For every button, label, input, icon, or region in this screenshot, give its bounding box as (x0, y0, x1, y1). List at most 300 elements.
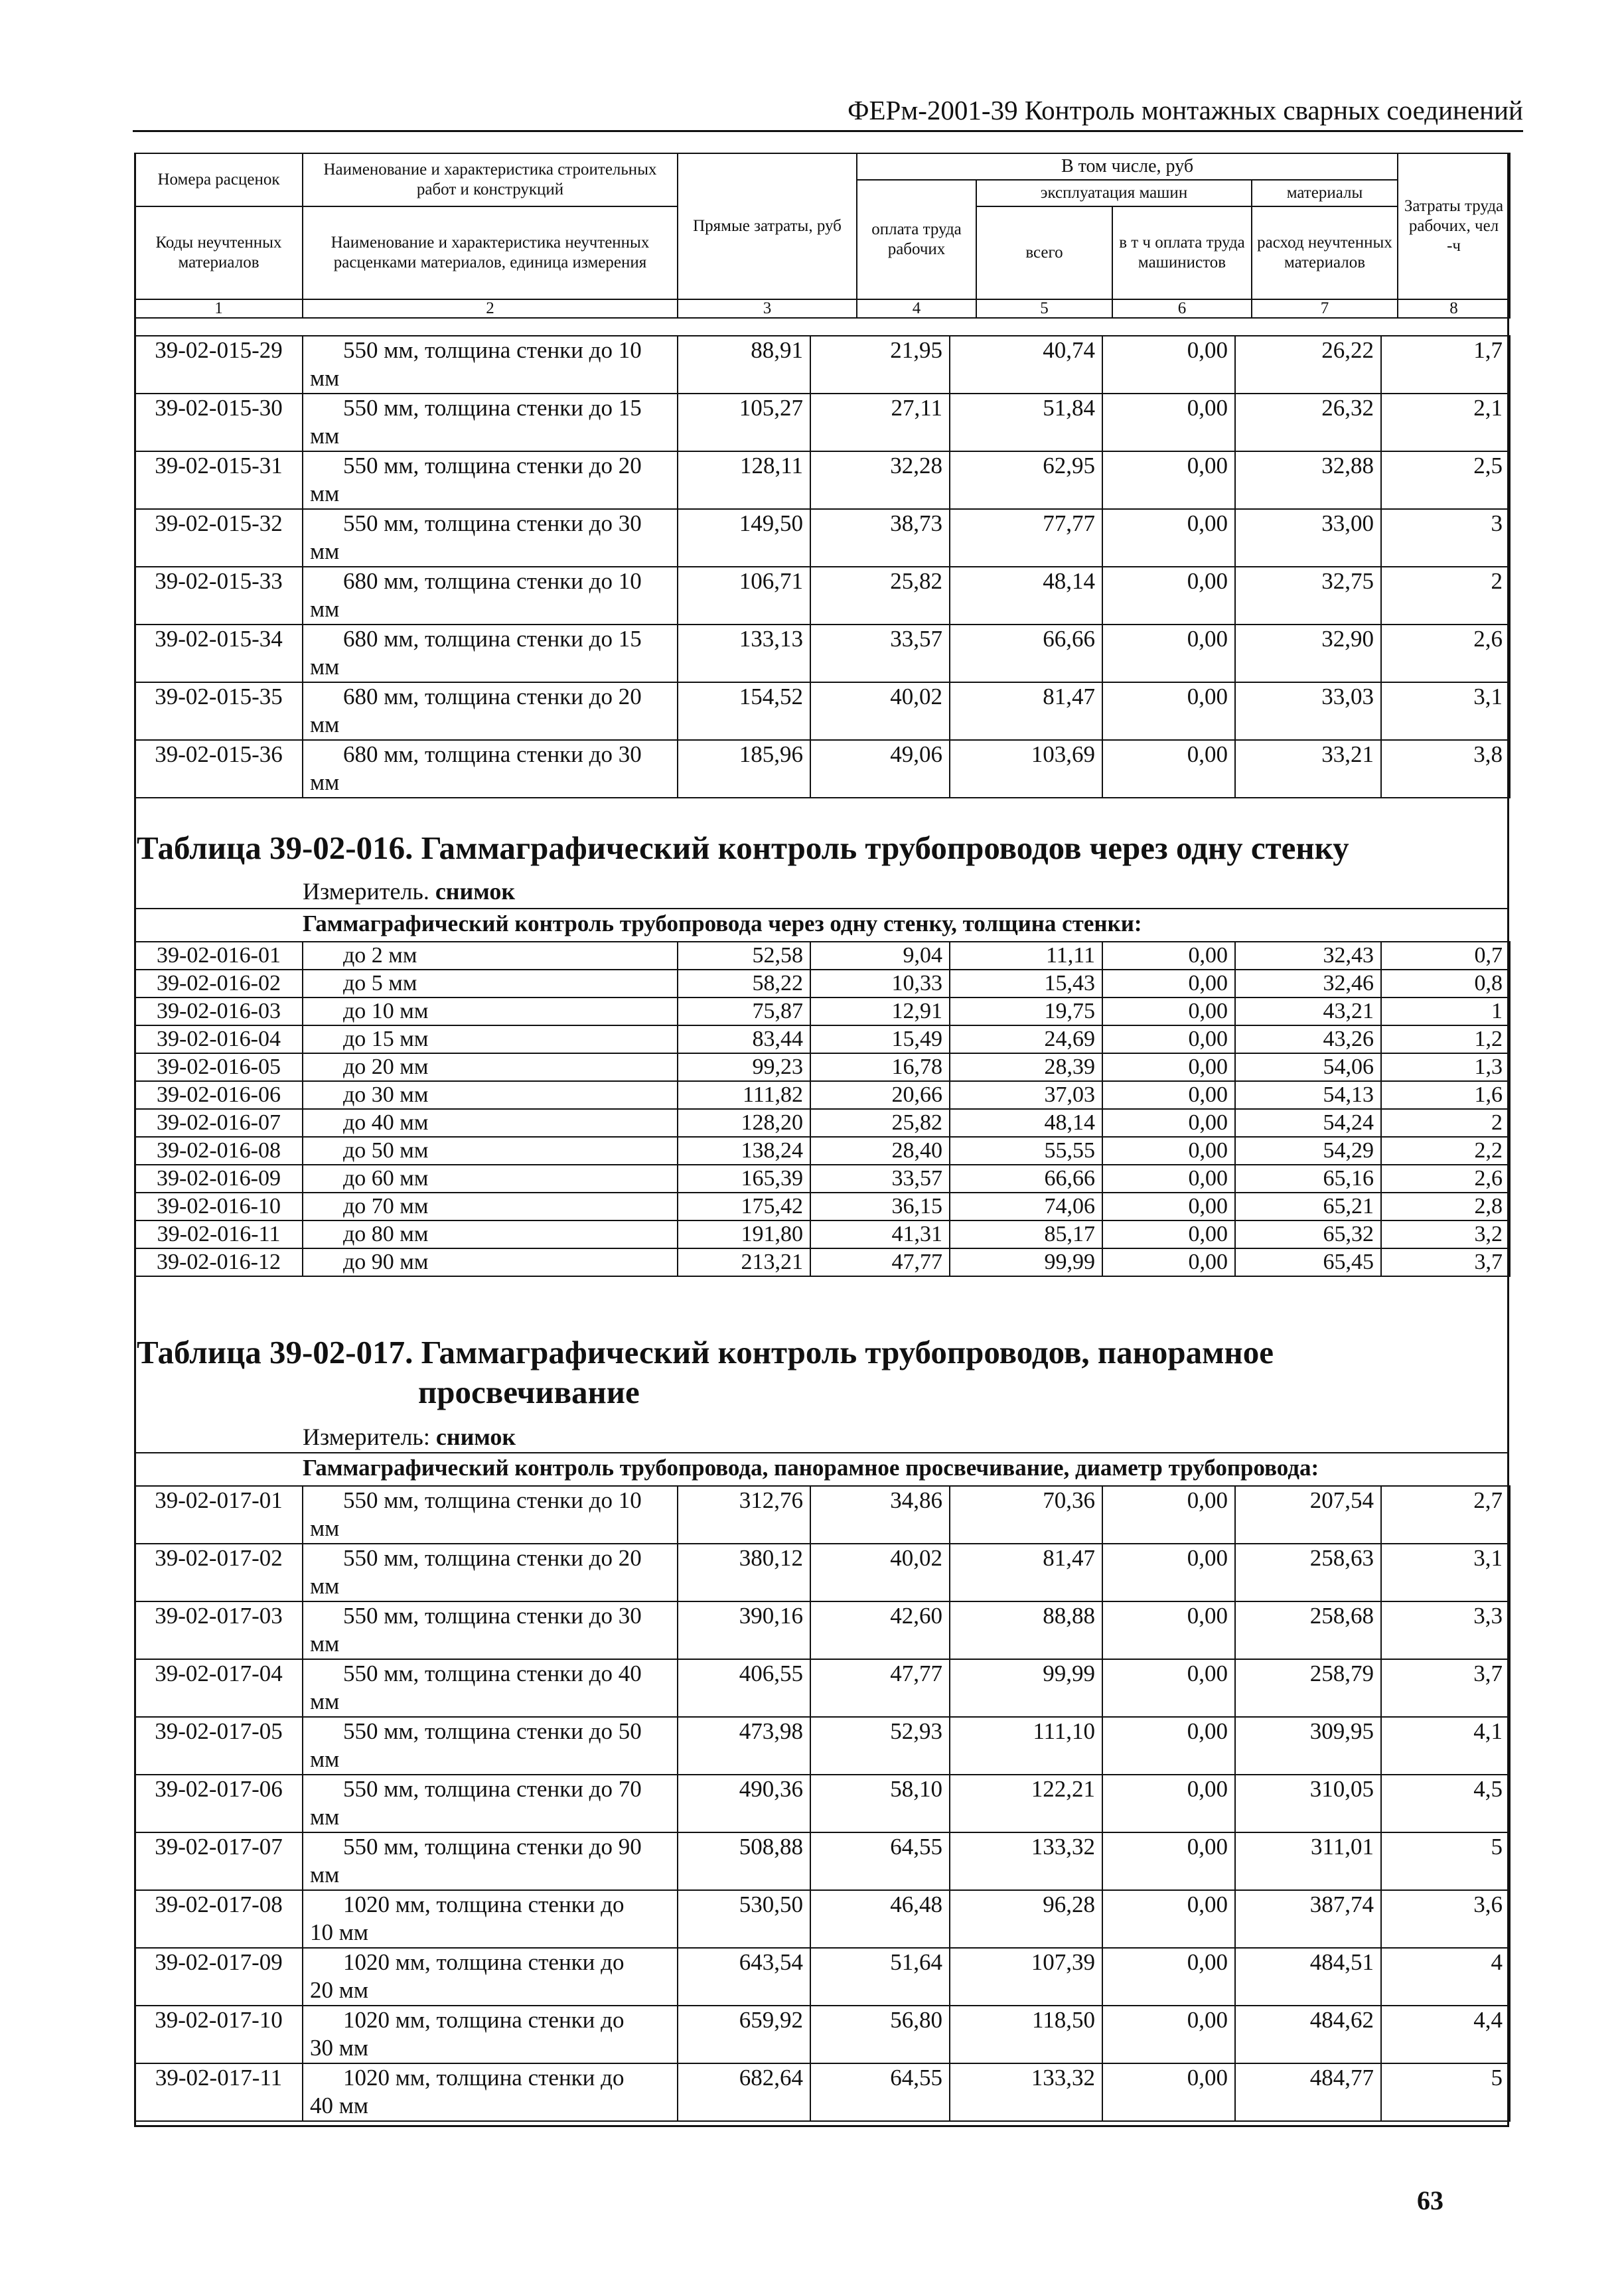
cost-machines: 96,28 (950, 1890, 1102, 1948)
cost-hours: 2,7 (1381, 1486, 1510, 1544)
cost-labor: 15,49 (810, 1025, 950, 1053)
work-name (303, 1220, 678, 1248)
rate-code: 39-02-017-06 (135, 1775, 303, 1832)
cost-labor: 16,78 (810, 1053, 950, 1081)
cost-machines: 66,66 (950, 1165, 1102, 1193)
cost-materials: 26,22 (1235, 336, 1381, 394)
table-row (135, 1890, 1510, 1948)
cost-direct: 659,92 (678, 2006, 810, 2063)
meter-value: снимок (435, 1424, 516, 1450)
table-16-meter (303, 877, 515, 905)
work-name (303, 1109, 678, 1137)
cost-operators: 0,00 (1102, 682, 1235, 740)
cost-direct: 490,36 (678, 1775, 810, 1832)
header-machines-total: всего (976, 206, 1112, 299)
cost-operators: 0,00 (1102, 1220, 1235, 1248)
table-row (135, 1717, 1510, 1775)
work-name-text: до 60 мм (343, 1166, 429, 1191)
work-name-line2: 20 мм (310, 1977, 369, 2003)
work-name-line2: 10 мм (310, 1919, 369, 1945)
work-name-line1: 550 мм, толщина стенки до 40 (343, 1661, 642, 1686)
work-name (303, 1601, 678, 1659)
cost-machines: 24,69 (950, 1025, 1102, 1053)
cost-materials: 310,05 (1235, 1775, 1381, 1832)
header-number: 7 (1252, 299, 1398, 318)
cost-operators: 0,00 (1102, 509, 1235, 567)
cost-hours: 4,1 (1381, 1717, 1510, 1775)
header-number: 4 (857, 299, 976, 318)
table-17-title: Таблица 39-02-017. Гаммаграфический контроль трубопроводов, панорамное (137, 1334, 1274, 1370)
cost-operators: 0,00 (1102, 740, 1235, 798)
work-name-line1: 680 мм, толщина стенки до 10 (343, 568, 642, 594)
cost-machines: 28,39 (950, 1053, 1102, 1081)
header-material-usage: расход неучтенных материалов (1252, 206, 1398, 299)
work-name (303, 970, 678, 998)
work-name-line2: мм (310, 596, 340, 622)
cost-machines: 81,47 (950, 1544, 1102, 1601)
rate-code: 39-02-015-32 (135, 509, 303, 567)
header-material-codes: Коды неучтенных материалов (135, 206, 303, 299)
table-row (135, 1486, 1510, 1544)
cost-labor: 36,15 (810, 1193, 950, 1220)
cost-materials: 311,01 (1235, 1832, 1381, 1890)
work-name-text: до 40 мм (343, 1110, 429, 1135)
work-name-line1: 1020 мм, толщина стенки до (343, 1891, 625, 1917)
work-name-line2: 40 мм (310, 2093, 369, 2118)
work-name (303, 1193, 678, 1220)
cost-materials: 65,45 (1235, 1248, 1381, 1276)
cost-direct: 175,42 (678, 1193, 810, 1220)
table-row (135, 1137, 1510, 1165)
cost-operators: 0,00 (1102, 1137, 1235, 1165)
cost-operators: 0,00 (1102, 1832, 1235, 1890)
table-row (135, 394, 1510, 451)
cost-labor: 9,04 (810, 942, 950, 970)
work-name-line1: 550 мм, толщина стенки до 30 (343, 1603, 642, 1629)
work-name-text: до 15 мм (343, 1027, 429, 1051)
cost-direct: 406,55 (678, 1659, 810, 1717)
cost-operators: 0,00 (1102, 970, 1235, 998)
cost-labor: 27,11 (810, 394, 950, 451)
cost-direct: 390,16 (678, 1601, 810, 1659)
cost-hours: 3,8 (1381, 740, 1510, 798)
work-name (303, 394, 678, 451)
rate-code: 39-02-016-09 (135, 1165, 303, 1193)
cost-materials: 43,21 (1235, 998, 1381, 1025)
cost-direct: 75,87 (678, 998, 810, 1025)
table-row (135, 1544, 1510, 1601)
table-row (135, 1832, 1510, 1890)
work-name-text: до 30 мм (343, 1082, 429, 1107)
cost-labor: 20,66 (810, 1081, 950, 1109)
cost-direct: 530,50 (678, 1890, 810, 1948)
cost-hours: 3,6 (1381, 1890, 1510, 1948)
cost-direct: 128,11 (678, 451, 810, 509)
cost-direct: 165,39 (678, 1165, 810, 1193)
work-name (303, 1137, 678, 1165)
work-name (303, 2006, 678, 2063)
cost-operators: 0,00 (1102, 1486, 1235, 1544)
cost-labor: 40,02 (810, 682, 950, 740)
cost-materials: 65,21 (1235, 1193, 1381, 1220)
work-name-text: до 80 мм (343, 1222, 429, 1246)
rate-code: 39-02-015-33 (135, 567, 303, 625)
cost-materials: 258,68 (1235, 1601, 1381, 1659)
table-row (135, 1081, 1510, 1109)
cost-operators: 0,00 (1102, 1775, 1235, 1832)
header-rule (133, 130, 1523, 132)
cost-labor: 10,33 (810, 970, 950, 998)
cost-direct: 58,22 (678, 970, 810, 998)
cost-machines: 133,32 (950, 1832, 1102, 1890)
cost-materials: 54,24 (1235, 1109, 1381, 1137)
cost-hours: 3,1 (1381, 682, 1510, 740)
work-name-line1: 680 мм, толщина стенки до 30 (343, 741, 642, 767)
cost-materials: 26,32 (1235, 394, 1381, 451)
work-name-line2: мм (310, 1746, 340, 1772)
cost-direct: 88,91 (678, 336, 810, 394)
work-name (303, 1053, 678, 1081)
cost-labor: 33,57 (810, 1165, 950, 1193)
work-name (303, 1775, 678, 1832)
cost-materials: 54,06 (1235, 1053, 1381, 1081)
cost-machines: 48,14 (950, 567, 1102, 625)
work-name (303, 625, 678, 682)
work-name-line2: мм (310, 1573, 340, 1599)
rule (134, 1452, 1509, 1453)
work-name-line2: мм (310, 711, 340, 737)
table-row (135, 1601, 1510, 1659)
rate-code: 39-02-017-07 (135, 1832, 303, 1890)
header-number: 1 (135, 299, 303, 318)
header-work-name: Наименование и характеристика строительных работ и конструкций (303, 153, 678, 206)
work-name (303, 2063, 678, 2121)
cost-direct: 643,54 (678, 1948, 810, 2006)
meter-label: Измеритель: (303, 1424, 430, 1450)
rate-code: 39-02-016-05 (135, 1053, 303, 1081)
cost-labor: 38,73 (810, 509, 950, 567)
work-name-line2: мм (310, 423, 340, 449)
cost-hours: 1 (1381, 998, 1510, 1025)
cost-hours: 4 (1381, 1948, 1510, 2006)
rate-code: 39-02-017-03 (135, 1601, 303, 1659)
cost-machines: 103,69 (950, 740, 1102, 798)
cost-materials: 309,95 (1235, 1717, 1381, 1775)
table-row (135, 740, 1510, 798)
cost-machines: 55,55 (950, 1137, 1102, 1165)
cost-operators: 0,00 (1102, 625, 1235, 682)
cost-machines: 37,03 (950, 1081, 1102, 1109)
work-name-text: до 5 мм (343, 971, 417, 996)
table-row (135, 2063, 1510, 2121)
rate-code: 39-02-017-01 (135, 1486, 303, 1544)
table-row (135, 451, 1510, 509)
rate-code: 39-02-016-08 (135, 1137, 303, 1165)
work-name-line1: 550 мм, толщина стенки до 10 (343, 337, 642, 363)
work-name-line2: мм (310, 1862, 340, 1887)
meter-value: снимок (435, 878, 516, 905)
cost-machines: 77,77 (950, 509, 1102, 567)
cost-labor: 58,10 (810, 1775, 950, 1832)
work-name-line1: 550 мм, толщина стенки до 70 (343, 1776, 642, 1802)
cost-labor: 40,02 (810, 1544, 950, 1601)
cost-machines: 15,43 (950, 970, 1102, 998)
rate-code: 39-02-016-06 (135, 1081, 303, 1109)
cost-operators: 0,00 (1102, 1890, 1235, 1948)
cost-hours: 3,7 (1381, 1659, 1510, 1717)
rate-code: 39-02-016-04 (135, 1025, 303, 1053)
cost-operators: 0,00 (1102, 567, 1235, 625)
cost-direct: 154,52 (678, 682, 810, 740)
table-15-continuation (134, 335, 1511, 798)
cost-materials: 258,79 (1235, 1659, 1381, 1717)
cost-materials: 32,43 (1235, 942, 1381, 970)
cost-direct: 105,27 (678, 394, 810, 451)
work-name (303, 509, 678, 567)
rate-code: 39-02-016-10 (135, 1193, 303, 1220)
work-name (303, 1081, 678, 1109)
table-row (135, 1775, 1510, 1832)
column-header (134, 153, 1511, 319)
cost-operators: 0,00 (1102, 1193, 1235, 1220)
table-row (135, 942, 1510, 970)
cost-machines: 51,84 (950, 394, 1102, 451)
table-row (135, 509, 1510, 567)
cost-hours: 2,6 (1381, 1165, 1510, 1193)
cost-labor: 34,86 (810, 1486, 950, 1544)
work-name (303, 1165, 678, 1193)
table-row (135, 1193, 1510, 1220)
table-row (135, 682, 1510, 740)
cost-labor: 42,60 (810, 1601, 950, 1659)
cost-hours: 2,2 (1381, 1137, 1510, 1165)
work-name-line2: мм (310, 1631, 340, 1657)
cost-operators: 0,00 (1102, 2063, 1235, 2121)
cost-operators: 0,00 (1102, 1601, 1235, 1659)
table-17-subheading: Гаммаграфический контроль трубопровода, панорамное просвечивание, диаметр трубопровода: (303, 1455, 1319, 1481)
cost-labor: 47,77 (810, 1659, 950, 1717)
work-name (303, 1717, 678, 1775)
cost-materials: 33,00 (1235, 509, 1381, 567)
work-name (303, 1890, 678, 1948)
header-materials-group: материалы (1252, 180, 1398, 206)
cost-hours: 5 (1381, 2063, 1510, 2121)
work-name-text: до 90 мм (343, 1250, 429, 1274)
table-row (135, 2006, 1510, 2063)
cost-machines: 133,32 (950, 2063, 1102, 2121)
header-number: 6 (1112, 299, 1252, 318)
table-17-title-continued: просвечивание (418, 1374, 640, 1410)
cost-labor: 49,06 (810, 740, 950, 798)
cost-materials: 32,75 (1235, 567, 1381, 625)
rate-code: 39-02-017-08 (135, 1890, 303, 1948)
header-including-group: В том числе, руб (857, 153, 1398, 180)
cost-labor: 12,91 (810, 998, 950, 1025)
rate-code: 39-02-016-07 (135, 1109, 303, 1137)
cost-machines: 99,99 (950, 1659, 1102, 1717)
cost-hours: 4,4 (1381, 2006, 1510, 2063)
cost-operators: 0,00 (1102, 1165, 1235, 1193)
work-name (303, 1948, 678, 2006)
cost-hours: 1,3 (1381, 1053, 1510, 1081)
rate-code: 39-02-015-31 (135, 451, 303, 509)
work-name-line1: 550 мм, толщина стенки до 15 (343, 395, 642, 421)
table-row (135, 1248, 1510, 1276)
work-name-line2: мм (310, 365, 340, 391)
cost-machines: 85,17 (950, 1220, 1102, 1248)
rule (134, 908, 1509, 909)
header-machines-group: эксплуатация машин (976, 180, 1252, 206)
work-name-text: до 2 мм (343, 943, 417, 968)
rate-code: 39-02-016-03 (135, 998, 303, 1025)
cost-operators: 0,00 (1102, 394, 1235, 451)
rate-code: 39-02-016-02 (135, 970, 303, 998)
cost-materials: 32,90 (1235, 625, 1381, 682)
table-row (135, 336, 1510, 394)
work-name-line2: мм (310, 654, 340, 680)
cost-hours: 3,2 (1381, 1220, 1510, 1248)
cost-hours: 5 (1381, 1832, 1510, 1890)
work-name-line1: 680 мм, толщина стенки до 15 (343, 626, 642, 652)
cost-direct: 133,13 (678, 625, 810, 682)
rate-code: 39-02-015-34 (135, 625, 303, 682)
table-row (135, 1659, 1510, 1717)
cost-materials: 258,63 (1235, 1544, 1381, 1601)
cost-operators: 0,00 (1102, 1544, 1235, 1601)
cost-operators: 0,00 (1102, 998, 1235, 1025)
work-name-line1: 550 мм, толщина стенки до 10 (343, 1487, 642, 1513)
work-name (303, 1544, 678, 1601)
cost-materials: 54,13 (1235, 1081, 1381, 1109)
cost-operators: 0,00 (1102, 1109, 1235, 1137)
header-material-name: Наименование и характеристика неучтенных расценками материалов, единица измерения (303, 206, 678, 299)
work-name-text: до 20 мм (343, 1055, 429, 1079)
work-name-line1: 1020 мм, толщина стенки до (343, 2007, 625, 2033)
cost-machines: 122,21 (950, 1775, 1102, 1832)
header-number: 5 (976, 299, 1112, 318)
table-row (135, 970, 1510, 998)
cost-direct: 149,50 (678, 509, 810, 567)
cost-direct: 128,20 (678, 1109, 810, 1137)
cost-labor: 28,40 (810, 1137, 950, 1165)
cost-hours: 3,3 (1381, 1601, 1510, 1659)
header-operators-pay: в т ч оплата труда машинистов (1112, 206, 1252, 299)
cost-hours: 2 (1381, 567, 1510, 625)
cost-direct: 682,64 (678, 2063, 810, 2121)
header-number: 2 (303, 299, 678, 318)
rate-code: 39-02-016-11 (135, 1220, 303, 1248)
cost-operators: 0,00 (1102, 1025, 1235, 1053)
work-name-line2: 30 мм (310, 2035, 369, 2061)
table-17-meter (303, 1423, 516, 1451)
header-number: 3 (678, 299, 857, 318)
rate-code: 39-02-016-01 (135, 942, 303, 970)
rate-code: 39-02-017-04 (135, 1659, 303, 1717)
cost-materials: 207,54 (1235, 1486, 1381, 1544)
rate-code: 39-02-016-12 (135, 1248, 303, 1276)
header-labor-hours: Затраты труда рабочих, чел -ч (1398, 153, 1510, 299)
work-name-line1: 1020 мм, толщина стенки до (343, 1949, 625, 1975)
work-name (303, 1025, 678, 1053)
work-name-line1: 550 мм, толщина стенки до 20 (343, 453, 642, 479)
cost-machines: 99,99 (950, 1248, 1102, 1276)
cost-operators: 0,00 (1102, 942, 1235, 970)
cost-direct: 312,76 (678, 1486, 810, 1544)
work-name-line1: 680 мм, толщина стенки до 20 (343, 684, 642, 709)
work-name-line1: 550 мм, толщина стенки до 90 (343, 1834, 642, 1860)
cost-machines: 19,75 (950, 998, 1102, 1025)
cost-materials: 33,21 (1235, 740, 1381, 798)
table-row (135, 1220, 1510, 1248)
cost-direct: 185,96 (678, 740, 810, 798)
header-number: 8 (1398, 299, 1510, 318)
cost-hours: 3,1 (1381, 1544, 1510, 1601)
table-row (135, 1165, 1510, 1193)
cost-labor: 32,28 (810, 451, 950, 509)
cost-operators: 0,00 (1102, 1081, 1235, 1109)
cost-operators: 0,00 (1102, 1659, 1235, 1717)
cost-labor: 33,57 (810, 625, 950, 682)
cost-labor: 46,48 (810, 1890, 950, 1948)
work-name-line1: 550 мм, толщина стенки до 50 (343, 1718, 642, 1744)
work-name (303, 942, 678, 970)
cost-hours: 1,7 (1381, 336, 1510, 394)
work-name-line2: мм (310, 1515, 340, 1541)
cost-hours: 2,1 (1381, 394, 1510, 451)
rate-code: 39-02-015-30 (135, 394, 303, 451)
cost-materials: 484,51 (1235, 1948, 1381, 2006)
cost-direct: 508,88 (678, 1832, 810, 1890)
cost-materials: 484,77 (1235, 2063, 1381, 2121)
cost-labor: 41,31 (810, 1220, 950, 1248)
cost-labor: 21,95 (810, 336, 950, 394)
header-labor-pay: оплата труда рабочих (857, 180, 976, 299)
page-number: 63 (1417, 2185, 1443, 2215)
cost-labor: 64,55 (810, 2063, 950, 2121)
table-row (135, 1025, 1510, 1053)
cost-machines: 11,11 (950, 942, 1102, 970)
table-row (135, 625, 1510, 682)
work-name-line2: мм (310, 769, 340, 795)
table-row (135, 1109, 1510, 1137)
cost-labor: 52,93 (810, 1717, 950, 1775)
cost-labor: 25,82 (810, 1109, 950, 1137)
cost-operators: 0,00 (1102, 1248, 1235, 1276)
work-name (303, 1659, 678, 1717)
table-row (135, 1948, 1510, 2006)
work-name (303, 1248, 678, 1276)
cost-direct: 138,24 (678, 1137, 810, 1165)
rate-code: 39-02-017-09 (135, 1948, 303, 2006)
cost-materials: 65,16 (1235, 1165, 1381, 1193)
cost-hours: 1,2 (1381, 1025, 1510, 1053)
cost-machines: 66,66 (950, 625, 1102, 682)
cost-machines: 70,36 (950, 1486, 1102, 1544)
cost-machines: 107,39 (950, 1948, 1102, 2006)
cost-labor: 47,77 (810, 1248, 950, 1276)
cost-materials: 484,62 (1235, 2006, 1381, 2063)
table-16-title: Таблица 39-02-016. Гаммаграфический контроль трубопроводов через одну стенку (137, 830, 1349, 866)
cost-materials: 33,03 (1235, 682, 1381, 740)
header-direct-costs: Прямые затраты, руб (678, 153, 857, 299)
cost-materials: 32,46 (1235, 970, 1381, 998)
cost-operators: 0,00 (1102, 451, 1235, 509)
cost-machines: 81,47 (950, 682, 1102, 740)
cost-machines: 88,88 (950, 1601, 1102, 1659)
rate-code: 39-02-015-29 (135, 336, 303, 394)
rate-code: 39-02-015-36 (135, 740, 303, 798)
cost-direct: 83,44 (678, 1025, 810, 1053)
